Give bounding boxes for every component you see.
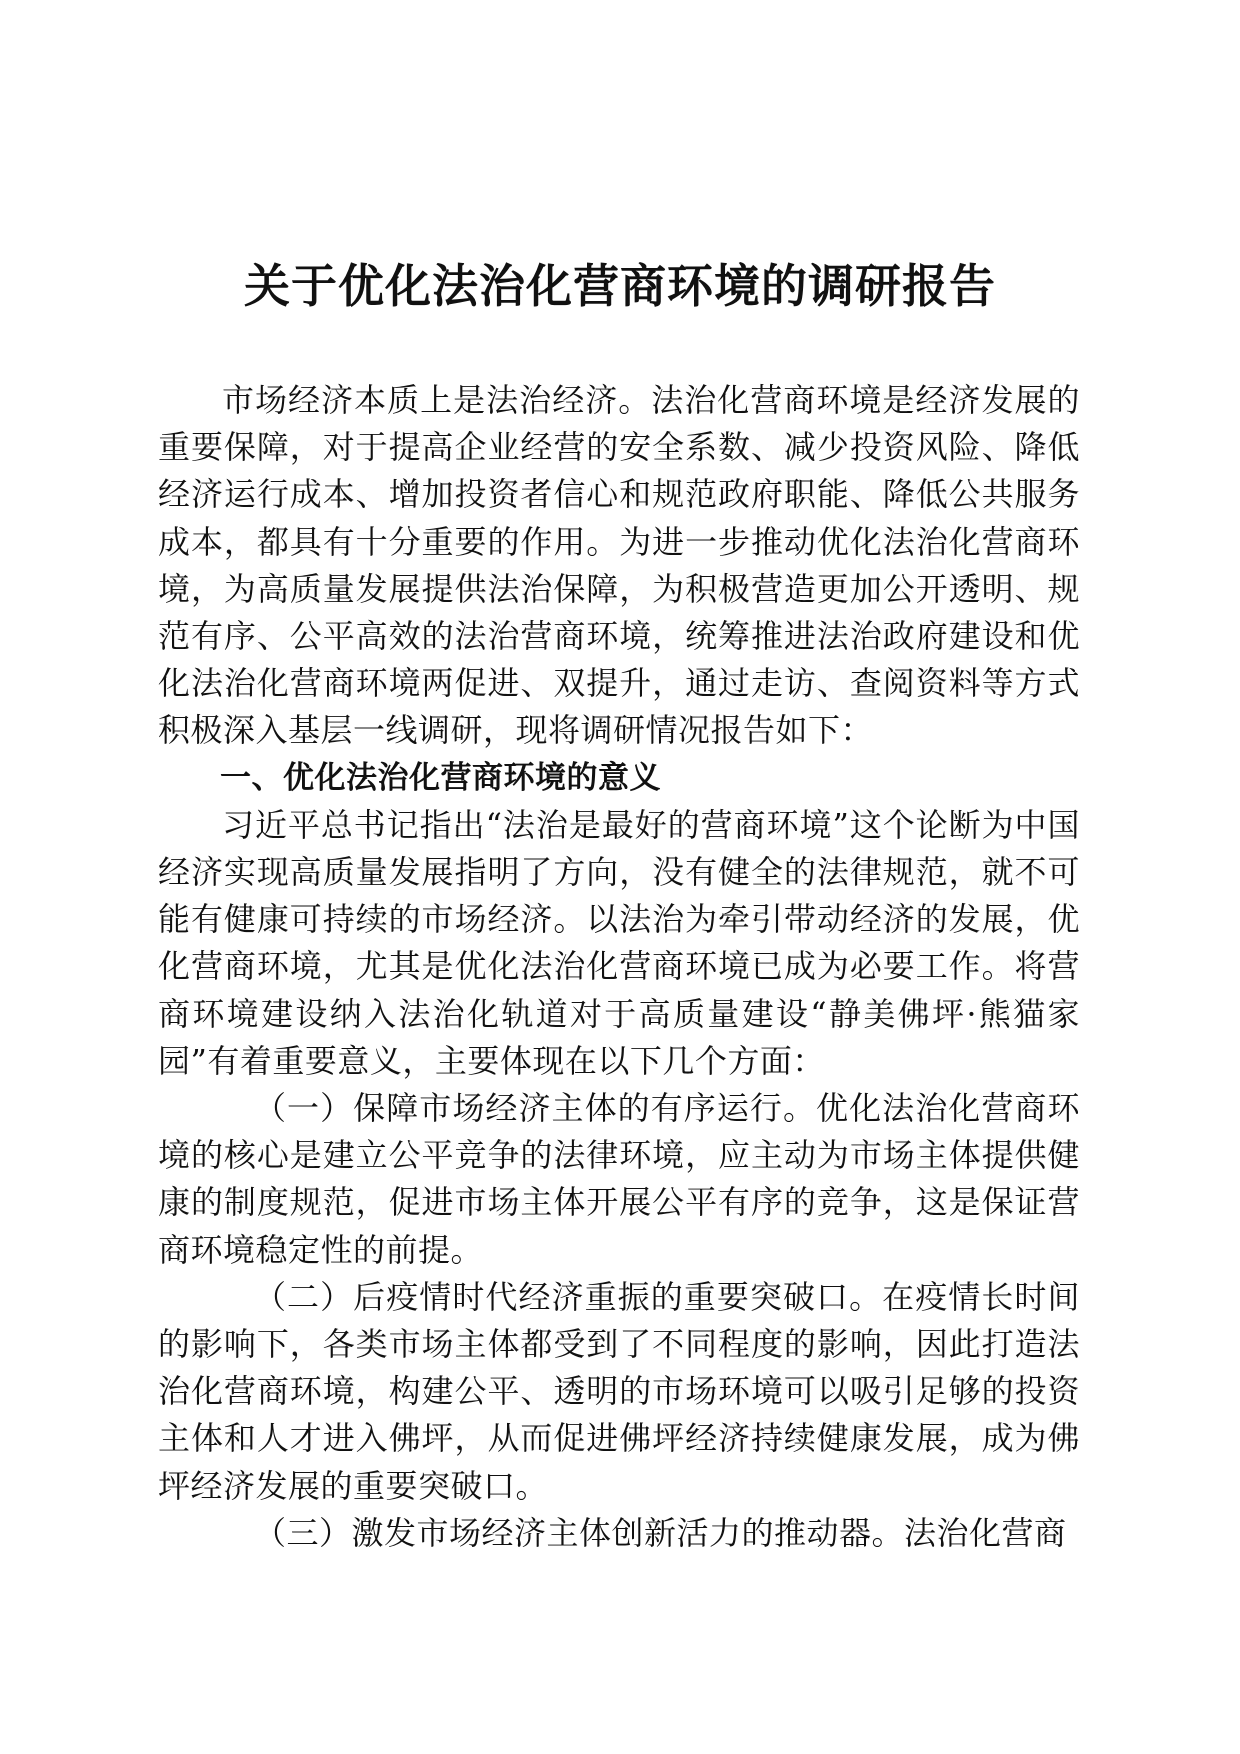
document-title: 关于优化法治化营商环境的调研报告 — [244, 259, 996, 313]
subsection-paragraph: （一）保障市场经济主体的有序运行。优化法治化营商环境的核心是建立公平竞争的法律环境，应主动为市场主体提供健康的制度规范，促进市场主体开展公平有序的竞争，这是保证营商环境稳定性的前提。 — [158, 1089, 1080, 1269]
subsection-paragraph: （二）后疫情时代经济重振的重要突破口。在疫情长时间的影响下，各类市场主体都受到了不同程度的影响，因此打造法治化营商环境，构建公平、透明的市场环境可以吸引足够的投资主体和人才进入佛坪，从而促进佛坪经济持续健康发展，成为佛坪经济发展的重要突破口。 — [158, 1277, 1080, 1505]
body-paragraph: 习近平总书记指出“法治是最好的营商环境”这个论断为中国经济实现高质量发展指明了方向，没有健全的法律规范，就不可能有健康可持续的市场经济。以法治为牵引带动经济的发展，优化营商环境，尤其是优化法治化营商环境已成为必要工作。将营商环境建设纳入法治化轨道对于高质量建设“静美佛坪·熊猫家园”有着重要意义，主要体现在以下几个方面： — [158, 805, 1080, 1080]
document-body — [158, 377, 1080, 1557]
subsection-paragraph: （三）激发市场经济主体创新活力的推动器。法治化营商 — [254, 1513, 1067, 1552]
intro-paragraph: 市场经济本质上是法治经济。法治化营商环境是经济发展的重要保障，对于提高企业经营的安全系数、减少投资风险、降低经济运行成本、增加投资者信心和规范政府职能、降低公共服务成本，都具有十分重要的作用。为进一步推动优化法治化营商环境，为高质量发展提供法治保障，为积极营造更加公开透明、规范有序、公平高效的法治营商环境，统筹推进法治政府建设和优化法治化营商环境两促进、双提升，通过走访、查阅资料等方式积极深入基层一线调研，现将调研情况报告如下： — [158, 381, 1080, 750]
section-heading: 一、优化法治化营商环境的意义 — [220, 759, 661, 796]
